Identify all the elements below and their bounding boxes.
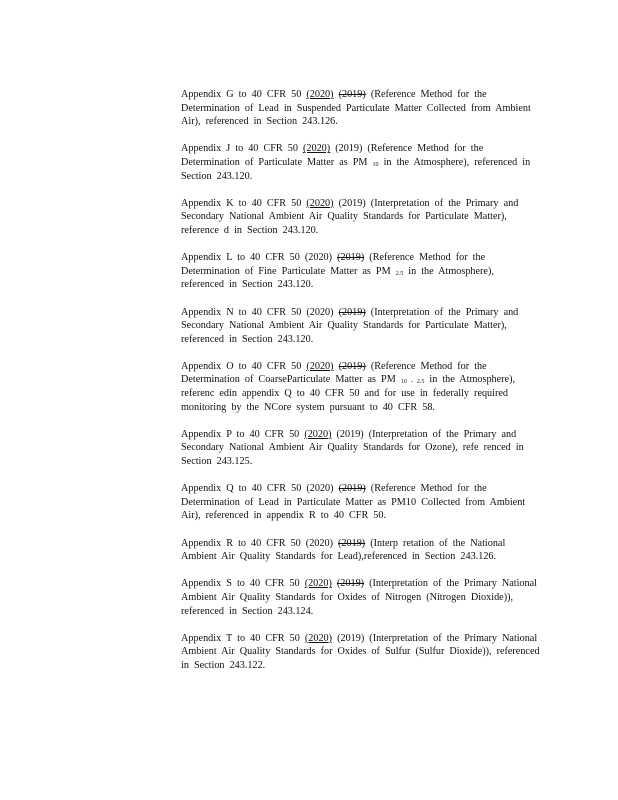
- deleted-text: (2019): [338, 360, 366, 372]
- entry-text: (2019) (Reference Method for the Determination of Particulate Matter as PM: [181, 143, 484, 168]
- inserted-text: (2020): [304, 428, 332, 440]
- deleted-text: (2019): [338, 306, 366, 318]
- appendix-entry: [181, 537, 541, 564]
- entry-text: (Reference Method for the Determination of Lead in Particulate Matter as PM10 Collected from Ambient Air), referenced in appendix R to 40 CFR 50.: [181, 483, 526, 522]
- entry-text: Appendix K to 40 CFR 50: [181, 197, 307, 209]
- inserted-text: (2020): [304, 578, 332, 590]
- appendix-entry: [181, 88, 541, 129]
- entry-text: Appendix P to 40 CFR 50: [181, 428, 305, 440]
- entry-text: (Reference Method for the Determination of Lead in Suspended Particulate Matter Collected from Ambient Air), referenced in Section 243.126.: [181, 89, 531, 128]
- entry-text: in the Atmosphere), referenc edin appendix Q to 40 CFR 50 and for use in federally required monitoring by the NCore system pursuant to 40 CFR 58.: [181, 374, 516, 413]
- entry-text: Appendix S to 40 CFR 50: [181, 578, 305, 590]
- deleted-text: (2019): [338, 89, 366, 100]
- appendix-entry: [181, 428, 541, 469]
- appendix-entry: [181, 632, 541, 673]
- appendix-entry: [181, 306, 541, 347]
- entry-text: (Reference Method for the Determination of Fine Particulate Matter as PM: [181, 252, 486, 277]
- entry-text: (Interp retation of the National Ambient Air Quality Standards for Lead),referenced in Section 243.126.: [181, 537, 506, 563]
- entry-text: (Interpretation of the Primary National Ambient Air Quality Standards for Oxides of Nitrogen (Nitrogen Dioxide)), referenced in Section 243.124.: [181, 578, 537, 617]
- entry-text: Appendix N to 40 CFR 50 (2020): [181, 306, 339, 318]
- entry-text: Appendix T to 40 CFR 50: [181, 632, 305, 644]
- appendix-entry: [181, 197, 541, 238]
- appendix-entry: [181, 251, 541, 292]
- entry-text: (Interpretation of the Primary and Secondary National Ambient Air Quality Standards for Particulate Matter), referenced in Section 243.120.: [181, 306, 519, 345]
- inserted-text: (2020): [306, 197, 334, 209]
- entry-text: in the Atmosphere), referenced in Section 243.120.: [181, 156, 531, 182]
- appendix-entry: [181, 482, 541, 523]
- subscript-text: 10: [372, 161, 379, 168]
- inserted-text: (2020): [302, 143, 331, 155]
- subscript-text: 10 - 2.5: [400, 379, 425, 386]
- entry-text: in the Atmosphere), referenced in Section 243.120.: [181, 265, 494, 291]
- entry-text: Appendix Q to 40 CFR 50 (2020): [181, 483, 339, 495]
- entry-text: Appendix O to 40 CFR 50: [181, 360, 307, 372]
- entry-text: (Reference Method for the Determination of CoarseParticulate Matter as PM: [181, 360, 487, 386]
- entry-text: Appendix L to 40 CFR 50 (2020): [181, 252, 338, 264]
- deleted-text: (2019): [337, 252, 365, 264]
- inserted-text: (2020): [306, 89, 334, 100]
- deleted-text: (2019): [338, 537, 366, 549]
- entry-text: Appendix J to 40 CFR 50: [181, 143, 303, 155]
- appendix-entry: [181, 142, 541, 183]
- entry-text: Appendix G to 40 CFR 50: [181, 89, 307, 100]
- inserted-text: (2020): [306, 360, 334, 372]
- entry-text: Appendix R to 40 CFR 50 (2020): [181, 537, 339, 549]
- deleted-text: (2019): [338, 483, 366, 495]
- subscript-text: 2.5: [395, 270, 404, 277]
- appendix-list: [181, 88, 541, 686]
- appendix-entry: [181, 577, 541, 618]
- entry-text: (2019) (Interpretation of the Primary and Secondary National Ambient Air Quality Standards for Ozone), refe renced in Section 243.125.: [181, 428, 524, 468]
- deleted-text: (2019): [336, 578, 365, 590]
- inserted-text: (2020): [304, 632, 333, 644]
- appendix-entry: [181, 360, 541, 414]
- entry-text: (2019) (Interpretation of the Primary and Secondary National Ambient Air Quality Standards for Particulate Matter), reference d in Section 243.120.: [181, 197, 519, 236]
- entry-text: (2019) (Interpretation of the Primary National Ambient Air Quality Standards for Oxides of Sulfur (Sulfur Dioxide)), referenced in Section 243.122.: [181, 632, 540, 671]
